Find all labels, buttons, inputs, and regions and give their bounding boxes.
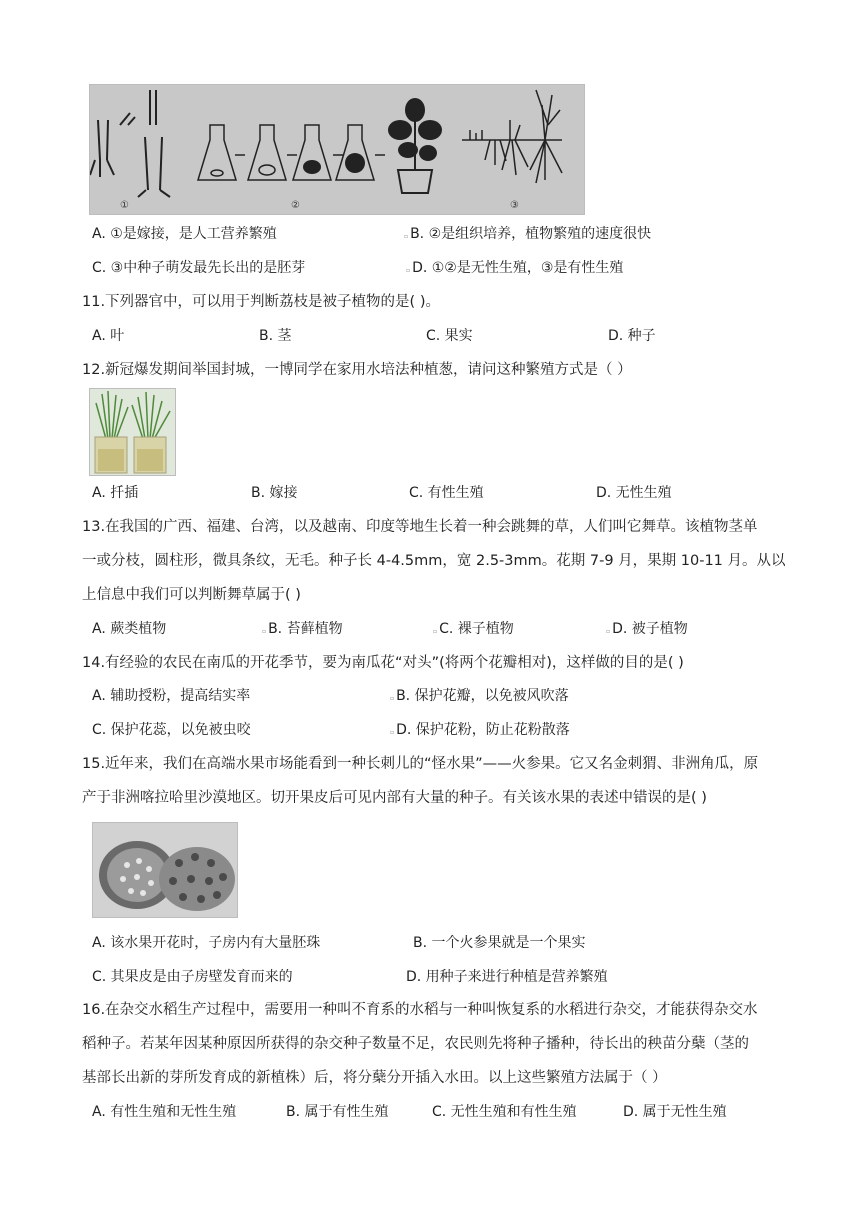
q13-stem-line-3: 上信息中我们可以判断舞草属于( )	[82, 587, 301, 603]
q14-stem: 14.有经验的农民在南瓜的开花季节，要为南瓜花“对头”(将两个花瓣相对)，这样做的目的是( )	[82, 655, 684, 671]
q15-stem-line-2: 产于非洲喀拉哈里沙漠地区。切开果皮后可见内部有大量的种子。有关该水果的表述中错误的是( )	[82, 790, 707, 806]
q16-option-a: A. 有性生殖和无性生殖	[92, 1104, 237, 1120]
q12-option-d: D. 无性生殖	[596, 485, 672, 501]
q13-option-c: ▫ C. 裸子植物	[433, 621, 514, 637]
q11-option-a: A. 叶	[92, 328, 125, 344]
q10-option-b-text: B. ②是组织培养，植物繁殖的速度很快	[410, 226, 652, 242]
q11-option-b: B. 茎	[259, 328, 292, 344]
q14-option-b-text: B. 保护花瓣，以免被风吹落	[396, 688, 569, 704]
q15-option-c: C. 其果皮是由子房壁发育而来的	[92, 969, 293, 985]
q14-option-c: C. 保护花蕊，以免被虫咬	[92, 722, 251, 738]
figure-label-1: ①	[120, 200, 129, 211]
figure-kiwano-fruit	[92, 822, 238, 918]
q10-option-d: ▫ D. ①②是无性生殖，③是有性生殖	[406, 260, 624, 276]
q11-option-c: C. 果实	[426, 328, 473, 344]
q11-stem: 11.下列器官中，可以用于判断荔枝是被子植物的是( )。	[82, 294, 440, 310]
q15-option-a: A. 该水果开花时，子房内有大量胚珠	[92, 935, 321, 951]
q15-option-b: B. 一个火参果就是一个果实	[413, 935, 586, 951]
q14-option-a: A. 辅助授粉，提高结实率	[92, 688, 251, 704]
q11-option-d: D. 种子	[608, 328, 656, 344]
q13-option-b-text: B. 苔藓植物	[268, 621, 343, 637]
q13-option-c-text: C. 裸子植物	[439, 621, 514, 637]
q16-stem-line-1: 16.在杂交水稻生产过程中，需要用一种叫不育系的水稻与一种叫恢复系的水稻进行杂交，才能获得杂交水	[82, 1002, 758, 1018]
q13-stem-line-2: 一或分枝，圆柱形，微具条纹，无毛。种子长 4-4.5mm，宽 2.5-3mm。花期 7-9 月，果期 10-11 月。从以	[82, 553, 786, 569]
figure-scallion-hydroponics	[89, 388, 176, 476]
q12-stem: 12.新冠爆发期间举国封城，一博同学在家用水培法种植葱，请问这种繁殖方式是（ ）	[82, 362, 632, 378]
q10-option-b: ▫ B. ②是组织培养，植物繁殖的速度很快	[404, 226, 652, 242]
q16-option-c: C. 无性生殖和有性生殖	[432, 1104, 577, 1120]
q13-option-b: ▫ B. 苔藓植物	[262, 621, 343, 637]
q13-option-a: A. 蕨类植物	[92, 621, 167, 637]
q10-option-a: A. ①是嫁接，是人工营养繁殖	[92, 226, 277, 242]
q12-option-c: C. 有性生殖	[409, 485, 484, 501]
q12-option-a: A. 扦插	[92, 485, 139, 501]
q14-option-b: ▫ B. 保护花瓣，以免被风吹落	[390, 688, 569, 704]
q16-option-d: D. 属于无性生殖	[623, 1104, 727, 1120]
q15-option-d: D. 用种子来进行种植是营养繁殖	[406, 969, 608, 985]
q10-option-d-text: D. ①②是无性生殖，③是有性生殖	[412, 260, 624, 276]
figure-plant-propagation	[89, 84, 585, 215]
q13-stem-line-1: 13.在我国的广西、福建、台湾，以及越南、印度等地生长着一种会跳舞的草，人们叫它舞草。该植物茎单	[82, 519, 758, 535]
q14-option-d-text: D. 保护花粉，防止花粉散落	[396, 722, 570, 738]
q13-option-d-text: D. 被子植物	[612, 621, 688, 637]
figure-label-2: ②	[291, 200, 300, 211]
q16-stem-line-3: 基部长出新的芽所发育成的新植株）后，将分蘖分开插入水田。以上这些繁殖方法属于（ ）	[82, 1070, 667, 1086]
figure-label-3: ③	[510, 200, 519, 211]
q16-option-b: B. 属于有性生殖	[286, 1104, 389, 1120]
q12-option-b: B. 嫁接	[251, 485, 298, 501]
q15-stem-line-1: 15.近年来，我们在高端水果市场能看到一种长刺儿的“怪水果”——火参果。它又名金刺猬、非洲角瓜，原	[82, 756, 759, 772]
q16-stem-line-2: 稻种子。若某年因某种原因所获得的杂交种子数量不足，农民则先将种子播种，待长出的秧苗分蘖（茎的	[82, 1036, 749, 1052]
q13-option-d: ▫ D. 被子植物	[606, 621, 688, 637]
q10-option-c: C. ③中种子萌发最先长出的是胚芽	[92, 260, 306, 276]
q14-option-d: ▫ D. 保护花粉，防止花粉散落	[390, 722, 570, 738]
